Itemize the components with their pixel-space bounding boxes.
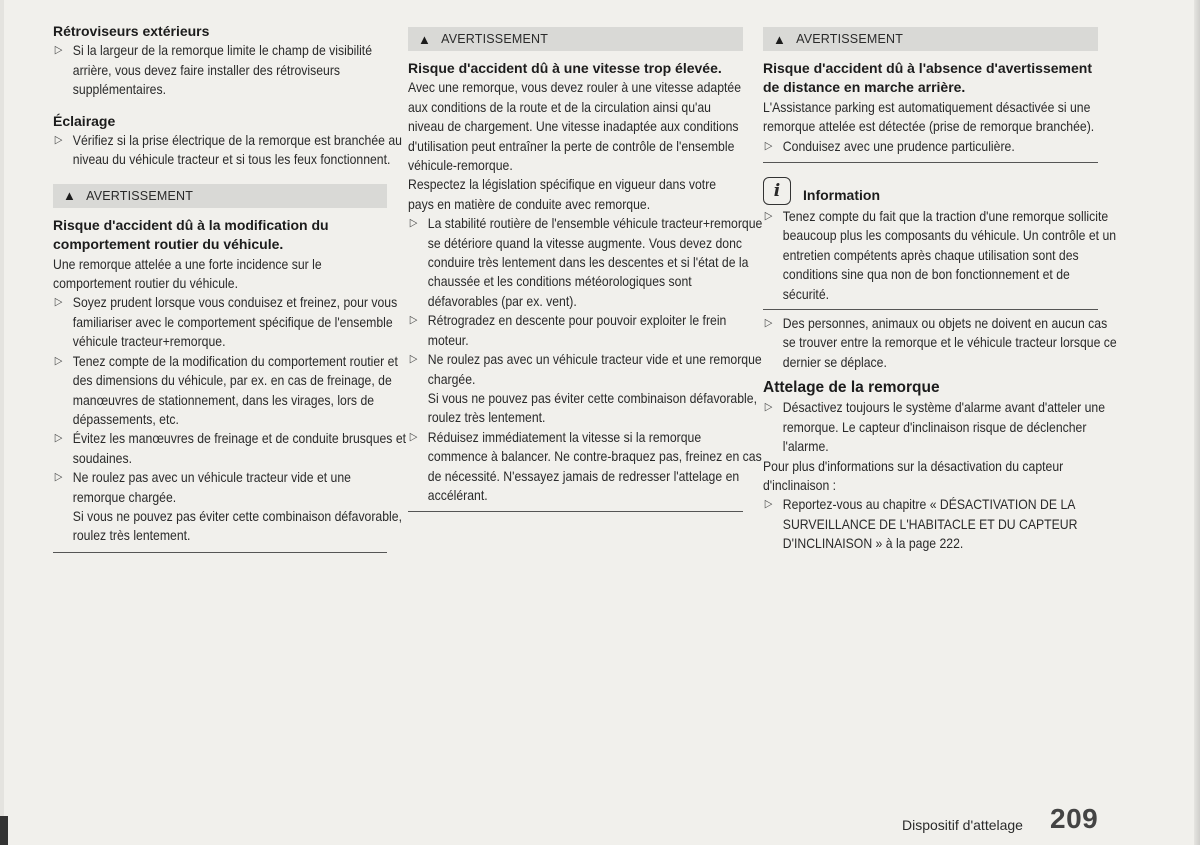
list-item-text: Réduisez immédiatement la vitesse si la remorque commence à balancer. Ne contre-braquez pas, freinez en cas de nécessité. N'essayez jamais de redresser l'attelage en accélérant. xyxy=(427,429,762,503)
list-item-text: Conduisez avec une prudence particulière. xyxy=(782,138,1015,154)
arrow-icon: ▷ xyxy=(409,314,418,327)
arrow-icon: ▷ xyxy=(54,471,63,484)
section-title-eclairage: Éclairage xyxy=(53,112,116,129)
list-item-text: Reportez-vous au chapitre « DÉSACTIVATION DE LA SURVEILLANCE DE L'HABITACLE ET DU CAPTEUR D'INCLINAISON » à la page 222. xyxy=(782,497,1078,552)
list-item xyxy=(763,314,1117,372)
list-item xyxy=(408,214,762,311)
eclairage-item-text: Vérifiez si la prise électrique de la remorque est branchée au niveau du véhicule tracteur et si tous les feux fonctionnent. xyxy=(72,133,402,168)
warning-header xyxy=(408,27,743,51)
warning-intro: Avec une remorque, vous devez rouler à une vitesse adaptée aux conditions de la route et de la circulation ainsi qu'au niveau de chargement. Une vitesse inadaptée aux conditions d'utilisation peut entraîner la perte de contrôle de l'ensemble véhicule-remorque. xyxy=(408,80,742,174)
list-item xyxy=(53,468,406,546)
list-item xyxy=(763,207,1117,304)
warning-triangle-icon: ▲ xyxy=(63,188,77,204)
list-item xyxy=(408,350,762,428)
arrow-icon: ▷ xyxy=(54,44,63,57)
list-item-text: Ne roulez pas avec un véhicule tracteur vide et une remorque chargée. xyxy=(72,470,351,505)
warning-intro: L'Assistance parking est automatiquement désactivée si une remorque attelée est détectée (prise de remorque branchée). xyxy=(763,99,1095,135)
info-header xyxy=(763,177,1098,205)
list-item-text: Désactivez toujours le système d'alarme avant d'atteler une remorque. Le capteur d'inclinaison risque de déclencher l'alarme. xyxy=(782,400,1106,455)
info-icon: i xyxy=(763,177,791,205)
list-item-extra: Si vous ne pouvez pas éviter cette combinaison défavorable, roulez très lentement. xyxy=(427,390,757,426)
arrow-icon: ▷ xyxy=(409,353,418,366)
warning-end-rule xyxy=(53,552,387,553)
list-item-text: Évitez les manœuvres de freinage et de conduite brusques et soudaines. xyxy=(72,431,407,466)
warning-triangle-icon: ▲ xyxy=(773,31,787,47)
warning-intro: Une remorque attelée a une forte incidence sur le comportement routier du véhicule. xyxy=(53,256,322,292)
page-number: 209 xyxy=(1050,803,1099,834)
column-1 xyxy=(53,0,407,553)
list-item-text: La stabilité routière de l'ensemble véhicule tracteur+remorque se détériore quand la vitesse augmente. Vous devez donc conduire très lentement dans les descentes et si l'état de la chaussée et les conditions météorologiques sont défavorables (par ex. vent). xyxy=(427,216,763,309)
list-item-text: Des personnes, animaux ou objets ne doivent en aucun cas se trouver entre la remorque et le véhicule tracteur lorsque ce dernier se déplace. xyxy=(782,316,1117,370)
list-item xyxy=(53,131,406,170)
list-item-text: Tenez compte du fait que la traction d'une remorque sollicite beaucoup plus les composants du véhicule. Un contrôle et un entretien compétents après chaque utilisation sont des conditions sine qua non de bon fonctionnement et de sécurité. xyxy=(782,209,1117,302)
info-label: Information xyxy=(803,186,880,203)
list-item xyxy=(53,352,406,430)
arrow-icon: ▷ xyxy=(409,217,418,230)
list-item xyxy=(408,311,762,350)
section-title-attelage: Attelage de la remorque xyxy=(763,379,940,397)
warning-label: AVERTISSEMENT xyxy=(86,188,194,203)
retro-item-text: Si la largeur de la remorque limite le champ de visibilité arrière, vous devez faire installer des rétroviseurs supplémentaires. xyxy=(72,43,373,98)
warning-triangle-icon: ▲ xyxy=(418,31,432,47)
list-item xyxy=(53,293,406,351)
arrow-icon: ▷ xyxy=(764,498,773,511)
list-item xyxy=(53,429,406,468)
warning-intro-2: Respectez la législation spécifique en vigueur dans votre pays en matière de conduite avec remorque. xyxy=(408,177,717,212)
list-item xyxy=(763,137,1117,156)
section-title-retroviseurs: Rétroviseurs extérieurs xyxy=(53,23,210,39)
warning-header xyxy=(763,27,1098,51)
arrow-icon: ▷ xyxy=(764,139,773,152)
arrow-icon: ▷ xyxy=(54,296,63,309)
list-item-text: Ne roulez pas avec un véhicule tracteur vide et une remorque chargée. xyxy=(427,352,762,387)
list-item xyxy=(763,495,1117,553)
column-2 xyxy=(408,0,763,512)
page-edge-mark xyxy=(0,816,8,845)
warning-risk-title: Risque d'accident dû à la modification du comportement routier du véhicule. xyxy=(53,216,329,253)
warning-label: AVERTISSEMENT xyxy=(441,32,549,46)
more-info-text: Pour plus d'informations sur la désactivation du capteur d'inclinaison : xyxy=(763,458,1064,493)
column-3 xyxy=(763,0,1117,554)
list-item-extra: Si vous ne pouvez pas éviter cette combinaison défavorable, roulez très lentement. xyxy=(72,508,402,544)
arrow-icon: ▷ xyxy=(54,432,63,445)
list-item-text: Rétrogradez en descente pour pouvoir exploiter le frein moteur. xyxy=(427,313,727,348)
arrow-icon: ▷ xyxy=(764,401,773,414)
arrow-icon: ▷ xyxy=(409,430,418,443)
warning-label: AVERTISSEMENT xyxy=(796,32,904,46)
list-item xyxy=(408,428,762,506)
warning-header xyxy=(53,184,387,208)
warning-risk-title: Risque d'accident dû à une vitesse trop élevée. xyxy=(408,60,722,76)
list-item-text: Tenez compte de la modification du comportement routier et des dimensions du véhicule, par ex. en cas de freinage, de manœuvres de stationnement, dans les virages, lors de dépassements, etc. xyxy=(72,353,398,427)
page-left-edge xyxy=(0,0,4,845)
list-item xyxy=(53,41,406,99)
warning-risk-title: Risque d'accident dû à l'absence d'avertissement de distance en marche arrière. xyxy=(763,60,1092,96)
warning-end-rule xyxy=(408,511,743,512)
list-item-text: Soyez prudent lorsque vous conduisez et freinez, pour vous familiariser avec le comportement spécifique de l'ensemble véhicule tracteur+remorque. xyxy=(72,295,398,350)
footer-section-title: Dispositif d'attelage xyxy=(902,817,1023,833)
arrow-icon: ▷ xyxy=(764,210,773,223)
arrow-icon: ▷ xyxy=(764,317,773,330)
arrow-icon: ▷ xyxy=(54,354,63,367)
arrow-icon: ▷ xyxy=(54,134,63,147)
page-right-edge xyxy=(1194,0,1200,845)
list-item xyxy=(763,398,1117,456)
